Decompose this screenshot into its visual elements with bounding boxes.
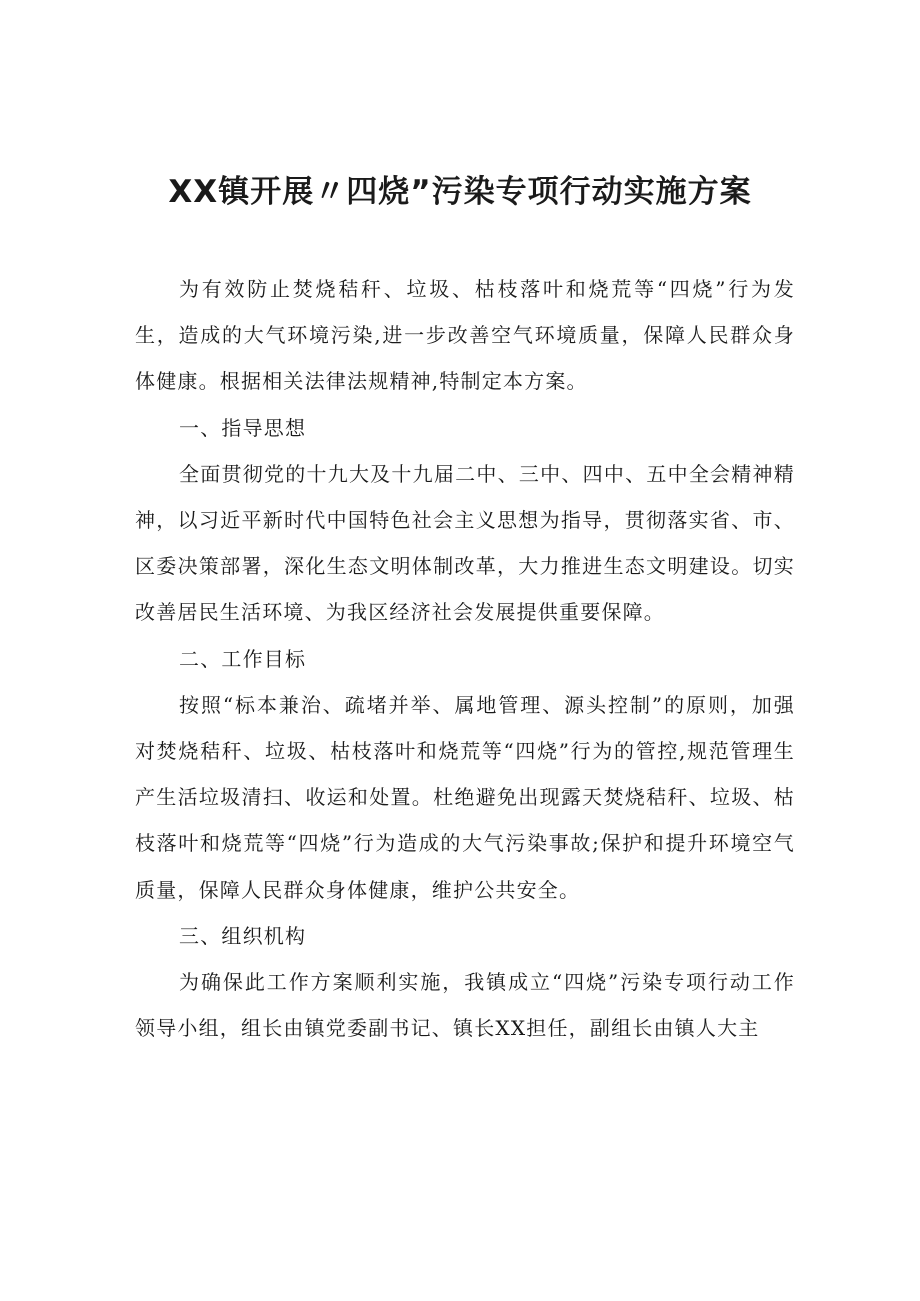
intro-paragraph: 为有效防止焚烧秸秆、垃圾、枯枝落叶和烧荒等“四烧”行为发生，造成的大气环境污染,进一步改善空气环境质量，保障人民群众身体健康。根据相关法律法规精神,特制定本方案。 — [135, 277, 795, 394]
section-body-guiding-ideology: 全面贯彻党的十九大及十九届二中、三中、四中、五中全会精神精神，以习近平新时代中国特色社会主义思想为指导，贯彻落实省、市、区委决策部署，深化生态文明体制改革，大力推进生态文明建设。切实改善居民生活环境、为我区经济社会发展提供重要保障。 — [135, 461, 795, 625]
section-heading-work-goals: 二、工作目标 — [179, 646, 307, 671]
section-heading-guiding-ideology: 一、指导思想 — [179, 415, 307, 440]
section-heading-organization: 三、组织机构 — [179, 923, 307, 948]
document-body — [135, 266, 795, 1051]
section-body-work-goals: 按照“标本兼治、疏堵并举、属地管理、源头控制”的原则，加强对焚烧秸秆、垃圾、枯枝落叶和烧荒等“四烧”行为的管控,规范管理生产生活垃圾清扫、收运和处置。杜绝避免出现露天焚烧秸秆、垃圾、枯枝落叶和烧荒等“四烧”行为造成的大气污染事故;保护和提升环境空气质量，保障人民群众身体健康，维护公共安全。 — [135, 692, 795, 902]
document-title: XX镇开展〃四烧”污染专项行动实施方案 — [168, 174, 752, 210]
section-body-organization: 为确保此工作方案顺利实施，我镇成立“四烧”污染专项行动工作领导小组，组长由镇党委副书记、镇长XX担任，副组长由镇人大主 — [135, 970, 795, 1041]
